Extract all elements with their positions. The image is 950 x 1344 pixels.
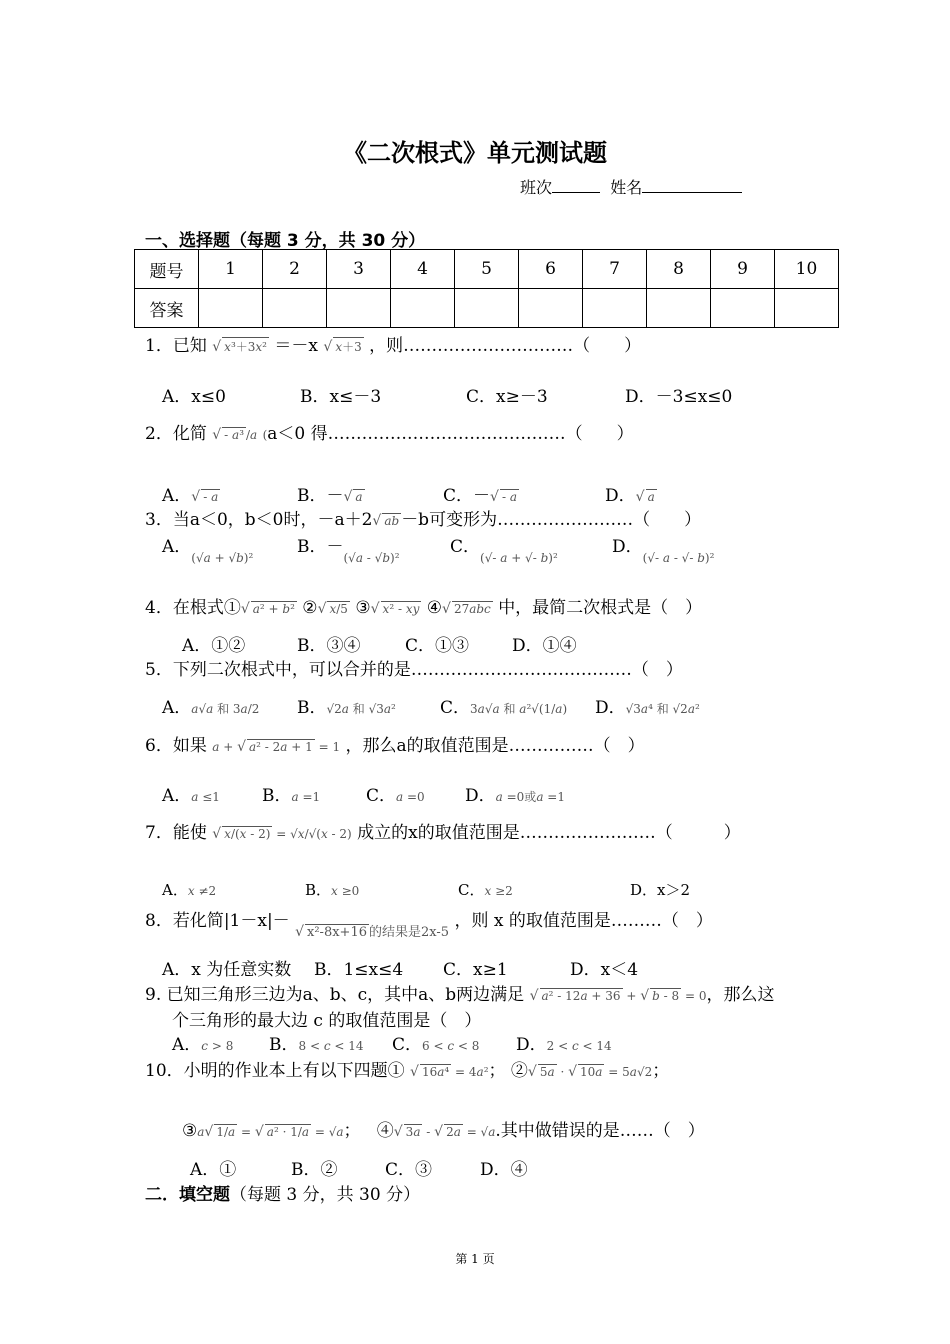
q1-tail: ，则…………………………（ ） (369, 336, 642, 356)
q9-stem: 9. 已知三角形三边为a、b、c，其中a、b两边满足 (145, 985, 525, 1005)
he-word: 和 (352, 702, 365, 716)
q9-line2: 个三角形的最大边 c 的取值范围是（ ） (172, 1011, 482, 1031)
question-number-cell: 5 (455, 250, 519, 289)
q6-option-a[interactable] (162, 781, 220, 806)
option-label: C． (366, 786, 397, 806)
class-name-line (520, 175, 742, 198)
question-9 (145, 980, 775, 1005)
q10-line2: ③a√ 1/a = √ a² · 1/a = √a； ④√ 3a - √ 2a = √a.其中做错误的是……（ ） (182, 1121, 705, 1141)
formula: √ 5a · √ 10a = 5a√2 (527, 1064, 653, 1080)
q4-option-c[interactable]: C．①③ (405, 636, 470, 656)
question-3 (145, 505, 701, 530)
q6-stem: 6．如果 (145, 736, 207, 756)
option-label: C． (450, 537, 481, 557)
q9-option-d[interactable] (516, 1030, 612, 1055)
option-label: A． (162, 698, 192, 718)
question-number-cell: 1 (199, 250, 263, 289)
option-label: B． (297, 698, 327, 718)
option-label: B． (269, 1035, 299, 1055)
formula: a√ 1/a = √ a² · 1/a = √a (197, 1124, 344, 1140)
q7-option-b[interactable] (305, 879, 359, 900)
formula: a =0或a =1 (495, 790, 565, 804)
formula: √ a (343, 489, 363, 505)
formula: √ a² + b² (240, 601, 295, 617)
q5-option-a[interactable] (162, 693, 259, 718)
option-label: A． (162, 786, 192, 806)
q10-line2-tail: .其中做错误的是……（ ） (495, 1121, 705, 1141)
question-5: 5．下列二次根式中，可以合并的是…………………………………（ ） (145, 660, 683, 680)
question-number-cell: 4 (391, 250, 455, 289)
q2-option-a[interactable] (162, 481, 220, 506)
q4-option-d[interactable]: D．①④ (512, 636, 577, 656)
formula: x ≥0 (331, 884, 360, 898)
q6-option-b[interactable] (262, 781, 320, 806)
q3-option-d[interactable] (612, 532, 715, 565)
q10-tail-3: ； (343, 1121, 361, 1141)
q2-option-b[interactable] (297, 481, 365, 506)
q5-option-b[interactable] (297, 693, 396, 718)
q10-tail: ； (488, 1061, 506, 1081)
question-number-cell: 9 (711, 250, 775, 289)
formula: √ x²-8x+16 的结果是2x-5 (295, 924, 450, 940)
q7-tail: 成立的x的取值范围是……………………（ ） (357, 823, 741, 843)
question-4: 4．在根式①√ a² + b² ②√ x/5 ③√ x² - xy ④√ 27abc 中，最简二次根式是（ ） (145, 598, 703, 618)
q4-tail: 中，最简二次根式是（ ） (498, 598, 703, 618)
formula: √2a 和 √3a² (326, 702, 396, 716)
class-blank[interactable] (552, 176, 600, 193)
option-label: C．－ (443, 486, 491, 506)
q10-option-c[interactable]: C．③ (385, 1160, 433, 1180)
answer-cell[interactable] (775, 289, 839, 328)
q4-option-a[interactable]: A．①② (182, 636, 246, 656)
q10-option-b[interactable]: B．② (291, 1160, 338, 1180)
q5-option-d[interactable] (595, 693, 700, 718)
formula: √ a² - 12a + 36 + √ b - 8 = 0 (529, 988, 707, 1004)
formula: √ 3a - √ 2a = √a (393, 1124, 496, 1140)
formula: 8 < c < 14 (298, 1039, 364, 1053)
option-label: D． (612, 537, 643, 557)
formula: √ x＋3 (323, 339, 362, 355)
formula: 3a√a 和 a²√(1/a) (470, 702, 568, 716)
answer-cell[interactable] (263, 289, 327, 328)
formula: √ - a (191, 489, 219, 505)
q10-tail-2: ； (652, 1061, 670, 1081)
q1-stem: 1．已知 (145, 336, 207, 356)
section1-title: 一、选择题（每题 3 分，共 30 分） (145, 231, 426, 251)
q7-option-c[interactable] (458, 879, 513, 900)
answer-table (134, 249, 839, 328)
q3-option-c[interactable] (450, 532, 558, 565)
q3-option-b[interactable] (297, 532, 400, 565)
question-number-cell: 7 (583, 250, 647, 289)
question-number-cell: 10 (775, 250, 839, 289)
formula: √ - a³ /a (212, 427, 258, 443)
formula: (√a - √b)² (343, 551, 400, 565)
question-1 (145, 331, 641, 356)
he-word: 和 (503, 702, 516, 716)
q4-stem: 4．在根式① (145, 598, 241, 618)
option-label: B． (262, 786, 292, 806)
q1-mid: ＝－x (274, 336, 318, 356)
option-label: D． (605, 486, 636, 506)
table-row-answers (135, 289, 839, 328)
he-word: 和 (656, 702, 669, 716)
q8-option-d[interactable]: D．x＜4 (570, 960, 639, 980)
page-footer: 第 1 页 (455, 1252, 495, 1266)
formula: √ x³＋3x² (212, 339, 267, 355)
answer-cell[interactable] (519, 289, 583, 328)
option-label: A． (162, 486, 192, 506)
q9-option-c[interactable] (392, 1030, 479, 1055)
q10-option-d[interactable]: D．④ (480, 1160, 528, 1180)
section2-title (145, 1180, 420, 1205)
question-10: 10．小明的作业本上有以下四题① √ 16a⁴ = 4a²； ②√ 5a · √ 10a = 5a√2； (145, 1061, 670, 1081)
formula: 2 < c < 14 (546, 1039, 612, 1053)
option-label: A． (162, 881, 188, 899)
q3-stem: 3．当a＜0，b＜0时，－a＋2 (145, 510, 373, 530)
page-title: 《二次根式》单元测试题 (343, 139, 607, 167)
formula: a ≤1 (191, 790, 220, 804)
formula: a =1 (291, 790, 321, 804)
q8-tail: ，则 x 的取值范围是………（ ） (454, 911, 713, 931)
q6-option-c[interactable] (366, 781, 425, 806)
answer-cell[interactable] (711, 289, 775, 328)
answer-cell[interactable] (647, 289, 711, 328)
answer-cell[interactable] (455, 289, 519, 328)
option-label: D． (465, 786, 496, 806)
table-row-numbers (135, 250, 839, 289)
question-6 (145, 731, 645, 756)
formula: a =0 (396, 790, 425, 804)
name-blank[interactable] (642, 176, 742, 193)
q8-option-c[interactable]: C．x≥1 (443, 960, 508, 980)
row-header-answer: 答案 (135, 289, 199, 328)
q2-option-c[interactable] (443, 481, 519, 506)
q2-stem: 2．化简 (145, 424, 207, 444)
q1-option-c[interactable]: C．x≥－3 (466, 387, 548, 407)
option-label: C． (392, 1035, 423, 1055)
option-label: B． (305, 881, 332, 899)
section2-heading: 二．填空题 (145, 1185, 230, 1205)
formula: x ≠2 (187, 884, 217, 898)
question-2: 2．化简 √ - a³ /a (a＜0 得……………………………………（ ） (145, 424, 634, 444)
formula: x ≥2 (484, 884, 513, 898)
q1-option-b[interactable]: B．x≤－3 (300, 387, 382, 407)
q6-tail: ，那么a的取值范围是……………（ ） (345, 736, 645, 756)
row-header-number: 题号 (135, 250, 199, 289)
q1-option-a[interactable]: A．x≤0 (162, 387, 226, 407)
question-number-cell: 8 (647, 250, 711, 289)
question-number-cell: 3 (327, 250, 391, 289)
option-label: C． (458, 881, 485, 899)
answer-cell[interactable] (391, 289, 455, 328)
he-word: 和 (217, 702, 230, 716)
formula: √3a⁴ 和 √2a² (625, 702, 700, 716)
option-label: A． (162, 537, 192, 557)
q3-option-a[interactable] (162, 532, 254, 565)
formula: c > 8 (201, 1039, 234, 1053)
option-label: A． (172, 1035, 202, 1055)
q10-stem: 10．小明的作业本上有以下四题① (145, 1061, 405, 1081)
option-label: B．－ (297, 486, 344, 506)
q7-stem: 7．能使 (145, 823, 207, 843)
formula: √ x/5 (317, 601, 348, 617)
formula: √ 27abc (442, 601, 491, 617)
section2-note: （每题 3 分，共 30 分） (230, 1185, 421, 1205)
formula: √ - a (490, 489, 517, 505)
option-label: B．－ (297, 537, 344, 557)
q8-stem: 8．若化简|1－x|－ (145, 911, 290, 931)
option-label: C． (440, 698, 471, 718)
question-number-cell: 6 (519, 250, 583, 289)
question-8 (145, 906, 713, 940)
q8-option-a[interactable]: A．x 为任意实数 (162, 960, 292, 980)
class-label: 班次 (520, 178, 553, 197)
question-7 (145, 818, 741, 843)
formula: √ 16a⁴ = 4a² (410, 1064, 489, 1080)
q8-option-b[interactable]: B．1≤x≤4 (314, 960, 404, 980)
q9-option-b[interactable] (269, 1030, 364, 1055)
formula: √ x² - xy (370, 601, 420, 617)
question-number-cell: 2 (263, 250, 327, 289)
formula: a + √ a² - 2a + 1 = 1 (212, 739, 341, 755)
option-label: D． (595, 698, 626, 718)
q10-option-a[interactable]: A．① (190, 1160, 237, 1180)
q7-option-d[interactable]: D．x＞2 (630, 881, 691, 899)
formula: 6 < c < 8 (422, 1039, 480, 1053)
name-label: 姓名 (610, 178, 643, 197)
formula: (√- a - √- b)² (642, 551, 715, 565)
q5-option-c[interactable] (440, 693, 567, 718)
formula: (√a + √b)² (191, 551, 254, 565)
formula: a√a 和 3a/2 (191, 702, 260, 716)
q6-option-d[interactable] (465, 781, 565, 806)
option-label: D． (516, 1035, 547, 1055)
answer-cell[interactable] (199, 289, 263, 328)
formula: √ x/(x - 2) = √x/√(x - 2) (212, 826, 352, 842)
q7-option-a[interactable] (162, 879, 216, 900)
formula: (√- a + √- b)² (480, 551, 558, 565)
formula: √ ab (372, 513, 400, 529)
q1-option-d[interactable]: D．－3≤x≤0 (625, 387, 733, 407)
answer-cell[interactable] (583, 289, 647, 328)
formula: √ a (635, 489, 655, 505)
q3-tail: －b可变形为……………………（ ） (401, 510, 702, 530)
q4-option-b[interactable]: B．③④ (297, 636, 361, 656)
q2-option-d[interactable] (605, 481, 657, 506)
answer-cell[interactable] (327, 289, 391, 328)
q2-tail: a＜0 得……………………………………（ ） (267, 424, 634, 444)
q9-tail: ，那么这 (706, 985, 775, 1005)
q9-option-a[interactable] (172, 1030, 233, 1055)
